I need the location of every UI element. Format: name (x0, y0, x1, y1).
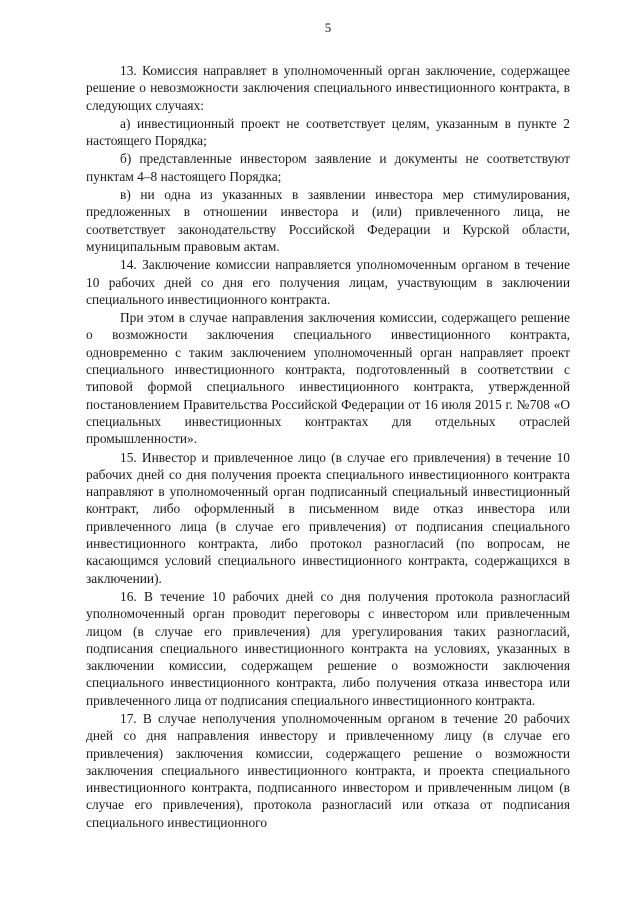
paragraph-13-a: а) инвестиционный проект не соответствует целям, указанным в пункте 2 настоящего Порядка; (86, 115, 570, 149)
document-body (86, 62, 570, 831)
paragraph-14: 14. Заключение комиссии направляется уполномоченным органом в течение 10 рабочих дней со дня его получения лицам, участвующим в заключении специального инвестиционного контракта. (86, 257, 570, 307)
paragraph-13: 13. Комиссия направляет в уполномоченный орган заключение, содержащее решение о невозможности заключения специального инвестиционного контракта, в следующих случаях: (86, 63, 570, 113)
paragraph-17: 17. В случае неполучения уполномоченным органом в течение 20 рабочих дней со дня направления инвестору и привлеченному лицу (в случае его привлечения) заключения комиссии, содержащего решение о возможности заключения специального инвестиционного контракта, и проекта специального инвестиционного контракта, подписанного инвестором и привлеченным лицом (в случае его привлечения), протокола разногласий или отказа от подписания специального инвестиционного (86, 710, 570, 830)
paragraph-15: 15. Инвестор и привлеченное лицо (в случае его привлечения) в течение 10 рабочих дней со дня получения проекта специального инвестиционного контракта направляют в уполномоченный орган подписанный специальный инвестиционный контракт, либо оформленный в письменном виде отказ инвестора или привлеченного лица (в случае его привлечения) от подписания специального инвестиционного контракта, либо протокол разногласий (по вопросам, не касающимся условий специального инвестиционного контракта, содержащихся в заключении). (86, 449, 570, 586)
paragraph-13-b: б) представленные инвестором заявление и документы не соответствуют пунктам 4–8 настоящего Порядка; (86, 151, 570, 184)
document-page (86, 0, 570, 905)
paragraph-14-continued: При этом в случае направления заключения комиссии, содержащего решение о возможности заключения специального инвестиционного контракта, одновременно с таким заключением уполномоченный орган направляет проект специального инвестиционного контракта, подготовленный в соответствии с типовой формой специального инвестиционного контракта, утвержденной постановлением Правительства Российской Федерации от 16 июля 2015 г. №708 «О специальных инвестиционных контрактах для отдельных отраслей промышленности». (86, 310, 570, 447)
paragraph-13-v: в) ни одна из указанных в заявлении инвестора мер стимулирования, предложенных в отношении инвестора и (или) привлеченного лица, не соответствует законодательству Российской Федерации и Курской области, муниципальным правовым актам. (86, 187, 570, 254)
page-number: 5 (324, 20, 332, 35)
paragraph-16: 16. В течение 10 рабочих дней со дня получения протокола разногласий уполномоченный орган проводит переговоры с инвестором или привлеченным лицом (в случае его привлечения) для урегулирования таких разногласий, подписания специального инвестиционного контракта на условиях, указанных в заключении комиссии, содержащем решение о возможности заключения специального инвестиционного контракта, либо получения отказа инвестора или привлеченного лица от подписания специального инвестиционного контракта. (86, 588, 570, 708)
